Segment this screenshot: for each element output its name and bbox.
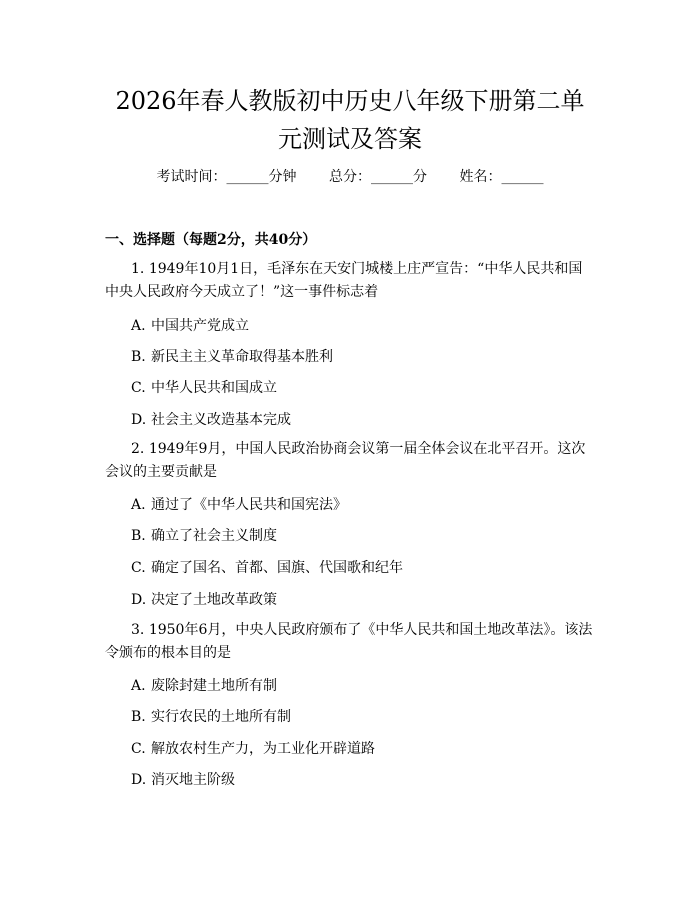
question-2-option-b: [131, 525, 277, 545]
question-3-option-c: [131, 738, 375, 758]
question-2-number: 2.: [131, 441, 145, 457]
question-3-number: 3.: [131, 622, 145, 638]
option-letter: C.: [131, 741, 146, 757]
question-2-option-a: [131, 494, 347, 514]
question-1-option-a: [131, 315, 249, 335]
option-text: 废除封建土地所有制: [151, 678, 277, 694]
question-3-option-d: [131, 769, 235, 789]
exam-time: [157, 166, 297, 186]
time-unit: 分钟: [268, 169, 297, 185]
option-text: 中国共产党成立: [151, 318, 249, 334]
option-letter: D.: [131, 412, 147, 428]
option-text: 社会主义改造基本完成: [151, 412, 291, 428]
option-letter: A.: [131, 318, 146, 334]
page-title-line-2: 元测试及答案: [278, 125, 422, 153]
question-3-text: 1950年6月，中央人民政府颁布了《中华人民共和国土地改革法》。该法令颁布的根本目的是: [105, 622, 593, 661]
score-blank: ______: [371, 169, 413, 185]
option-text: 决定了土地改革政策: [151, 592, 277, 608]
option-letter: B.: [131, 349, 146, 365]
exam-meta: [0, 166, 700, 186]
student-name: [459, 166, 543, 186]
option-text: 消灭地主阶级: [151, 772, 235, 788]
name-label: 姓名：: [459, 169, 502, 185]
question-1-option-d: [131, 409, 291, 429]
option-text: 通过了《中华人民共和国宪法》: [151, 497, 347, 513]
question-1-number: 1.: [131, 261, 145, 277]
question-1: [105, 258, 595, 304]
exam-score: [329, 166, 427, 186]
question-1-text: 1949年10月1日，毛泽东在天安门城楼上庄严宣告：“中华人民共和国中央人民政府今天成立了！”这一事件标志着: [105, 261, 583, 300]
option-text: 确定了国名、首都、国旗、代国歌和纪年: [151, 560, 403, 576]
page-title-line-1: 2026年春人教版初中历史八年级下册第二单: [115, 87, 585, 115]
option-letter: B.: [131, 528, 146, 544]
name-blank: ______: [501, 169, 544, 185]
option-text: 中华人民共和国成立: [151, 380, 277, 396]
option-letter: A.: [131, 497, 146, 513]
question-3-option-a: [131, 675, 277, 695]
question-2-text: 1949年9月，中国人民政治协商会议第一届全体会议在北平召开。这次会议的主要贡献是: [105, 441, 586, 480]
question-1-option-b: [131, 346, 333, 366]
question-1-option-c: [131, 377, 277, 397]
option-letter: B.: [131, 709, 146, 725]
score-unit: 分: [413, 169, 427, 185]
option-letter: D.: [131, 592, 147, 608]
option-text: 实行农民的土地所有制: [151, 709, 291, 725]
question-2-option-c: [131, 557, 403, 577]
option-text: 新民主主义革命取得基本胜利: [151, 349, 333, 365]
option-letter: A.: [131, 678, 146, 694]
option-letter: C.: [131, 380, 146, 396]
time-blank: ______: [226, 169, 269, 185]
time-label: 考试时间：: [156, 169, 227, 185]
option-letter: C.: [131, 560, 146, 576]
score-label: 总分：: [329, 169, 371, 185]
option-text: 解放农村生产力，为工业化开辟道路: [151, 741, 375, 757]
option-letter: D.: [131, 772, 147, 788]
question-3-option-b: [131, 706, 291, 726]
option-text: 确立了社会主义制度: [151, 528, 277, 544]
question-2-option-d: [131, 589, 277, 609]
question-2: [105, 438, 595, 484]
section-title: 一、选择题（每题2分，共40分）: [105, 232, 317, 248]
question-3: [105, 619, 595, 665]
